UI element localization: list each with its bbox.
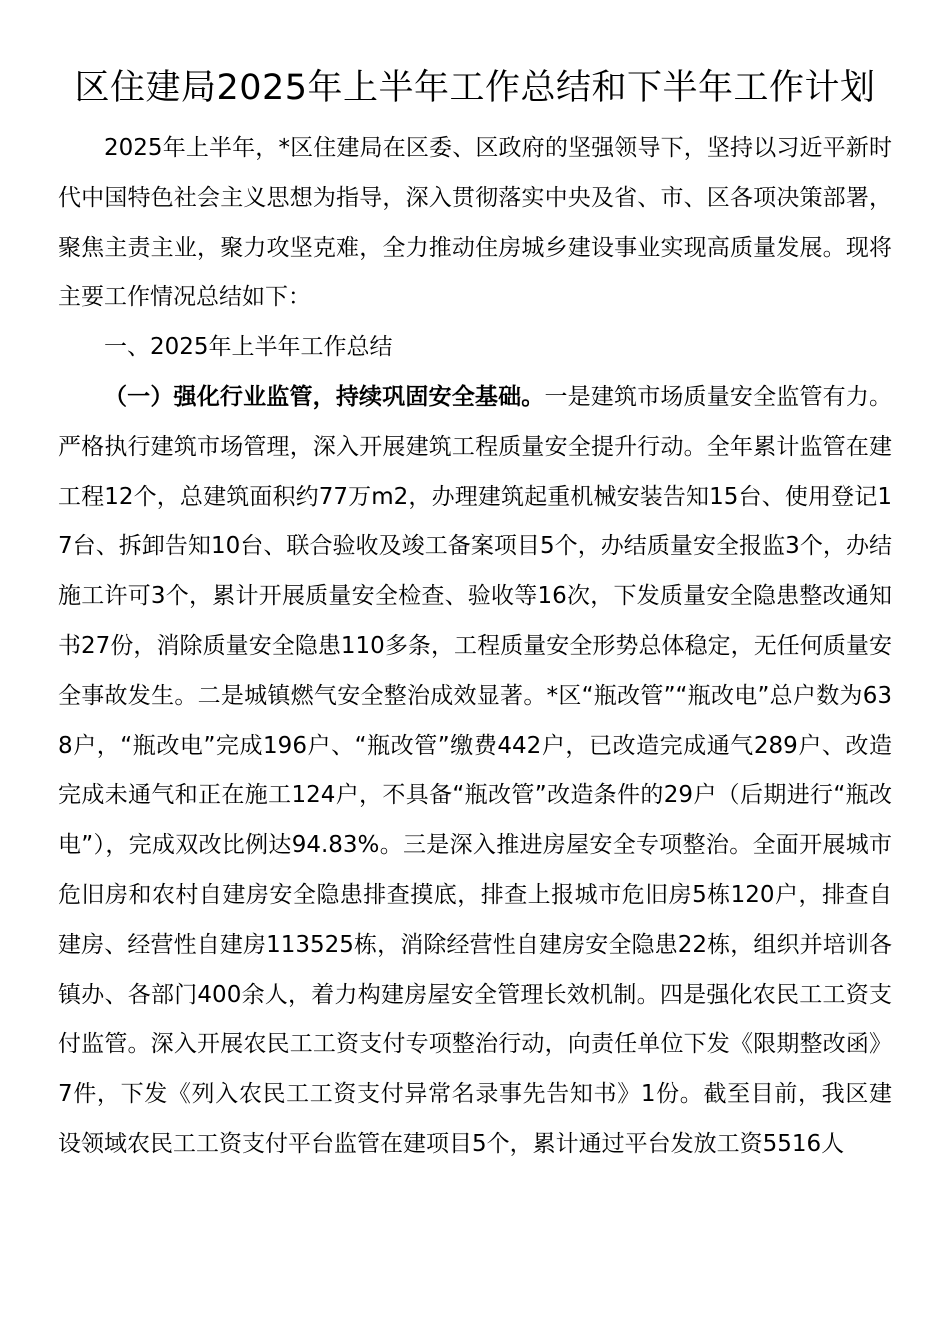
subsection-heading: （一）强化行业监管，持续巩固安全基础。 (104, 383, 545, 410)
subsection-paragraph (58, 373, 892, 1170)
document-title: 区住建局2025年上半年工作总结和下半年工作计划 (74, 68, 876, 108)
section-heading: 一、2025年上半年工作总结 (104, 334, 393, 361)
subsection-body: 一是建筑市场质量安全监管有力。严格执行建筑市场管理，深入开展建筑工程质量安全提升行动。全年累计监管在建工程12个，总建筑面积约77万m2，办理建筑起重机械安装告知15台、使用登记17台、拆卸告知10台、联合验收及竣工备案项目5个，办结质量安全报监3个，办结施工许可3个，累计开展质量安全检查、验收等16次，下发质量安全隐患整改通知书27份，消除质量安全隐患110多条，工程质量安全形势总体稳定，无任何质量安全事故发生。二是城镇燃气安全整治成效显著。*区“瓶改管”“瓶改电”总户数为638户，“瓶改电”完成196户、“瓶改管”缴费442户，已改造完成通气289户、改造完成未通气和正在施工124户，不具备“瓶改管”改造条件的29户（后期进行“瓶改电”），完成双改比例达94.83%。三是深入推进房屋安全专项整治。全面开展城市危旧房和农村自建房安全隐患排查摸底，排查上报城市危旧房5栋120户，排查自建房、经营性自建房113525栋，消除经营性自建房安全隐患22栋，组织并培训各镇办、各部门400余人，着力构建房屋安全管理长效机制。四是强化农民工工资支付监管。深入开展农民工工资支付专项整治行动，向责任单位下发《限期整改函》7件，下发《列入农民工工资支付异常名录事先告知书》1份。截至目前，我区建设领域农民工工资支付平台监管在建项目5个，累计通过平台发放工资5516人 (58, 383, 893, 1157)
intro-paragraph: 2025年上半年，*区住建局在区委、区政府的坚强领导下，坚持以习近平新时代中国特色社会主义思想为指导，深入贯彻落实中央及省、市、区各项决策部署，聚焦主责主业，聚力攻坚克难，全力推动住房城乡建设事业实现高质量发展。现将主要工作情况总结如下： (58, 135, 892, 311)
